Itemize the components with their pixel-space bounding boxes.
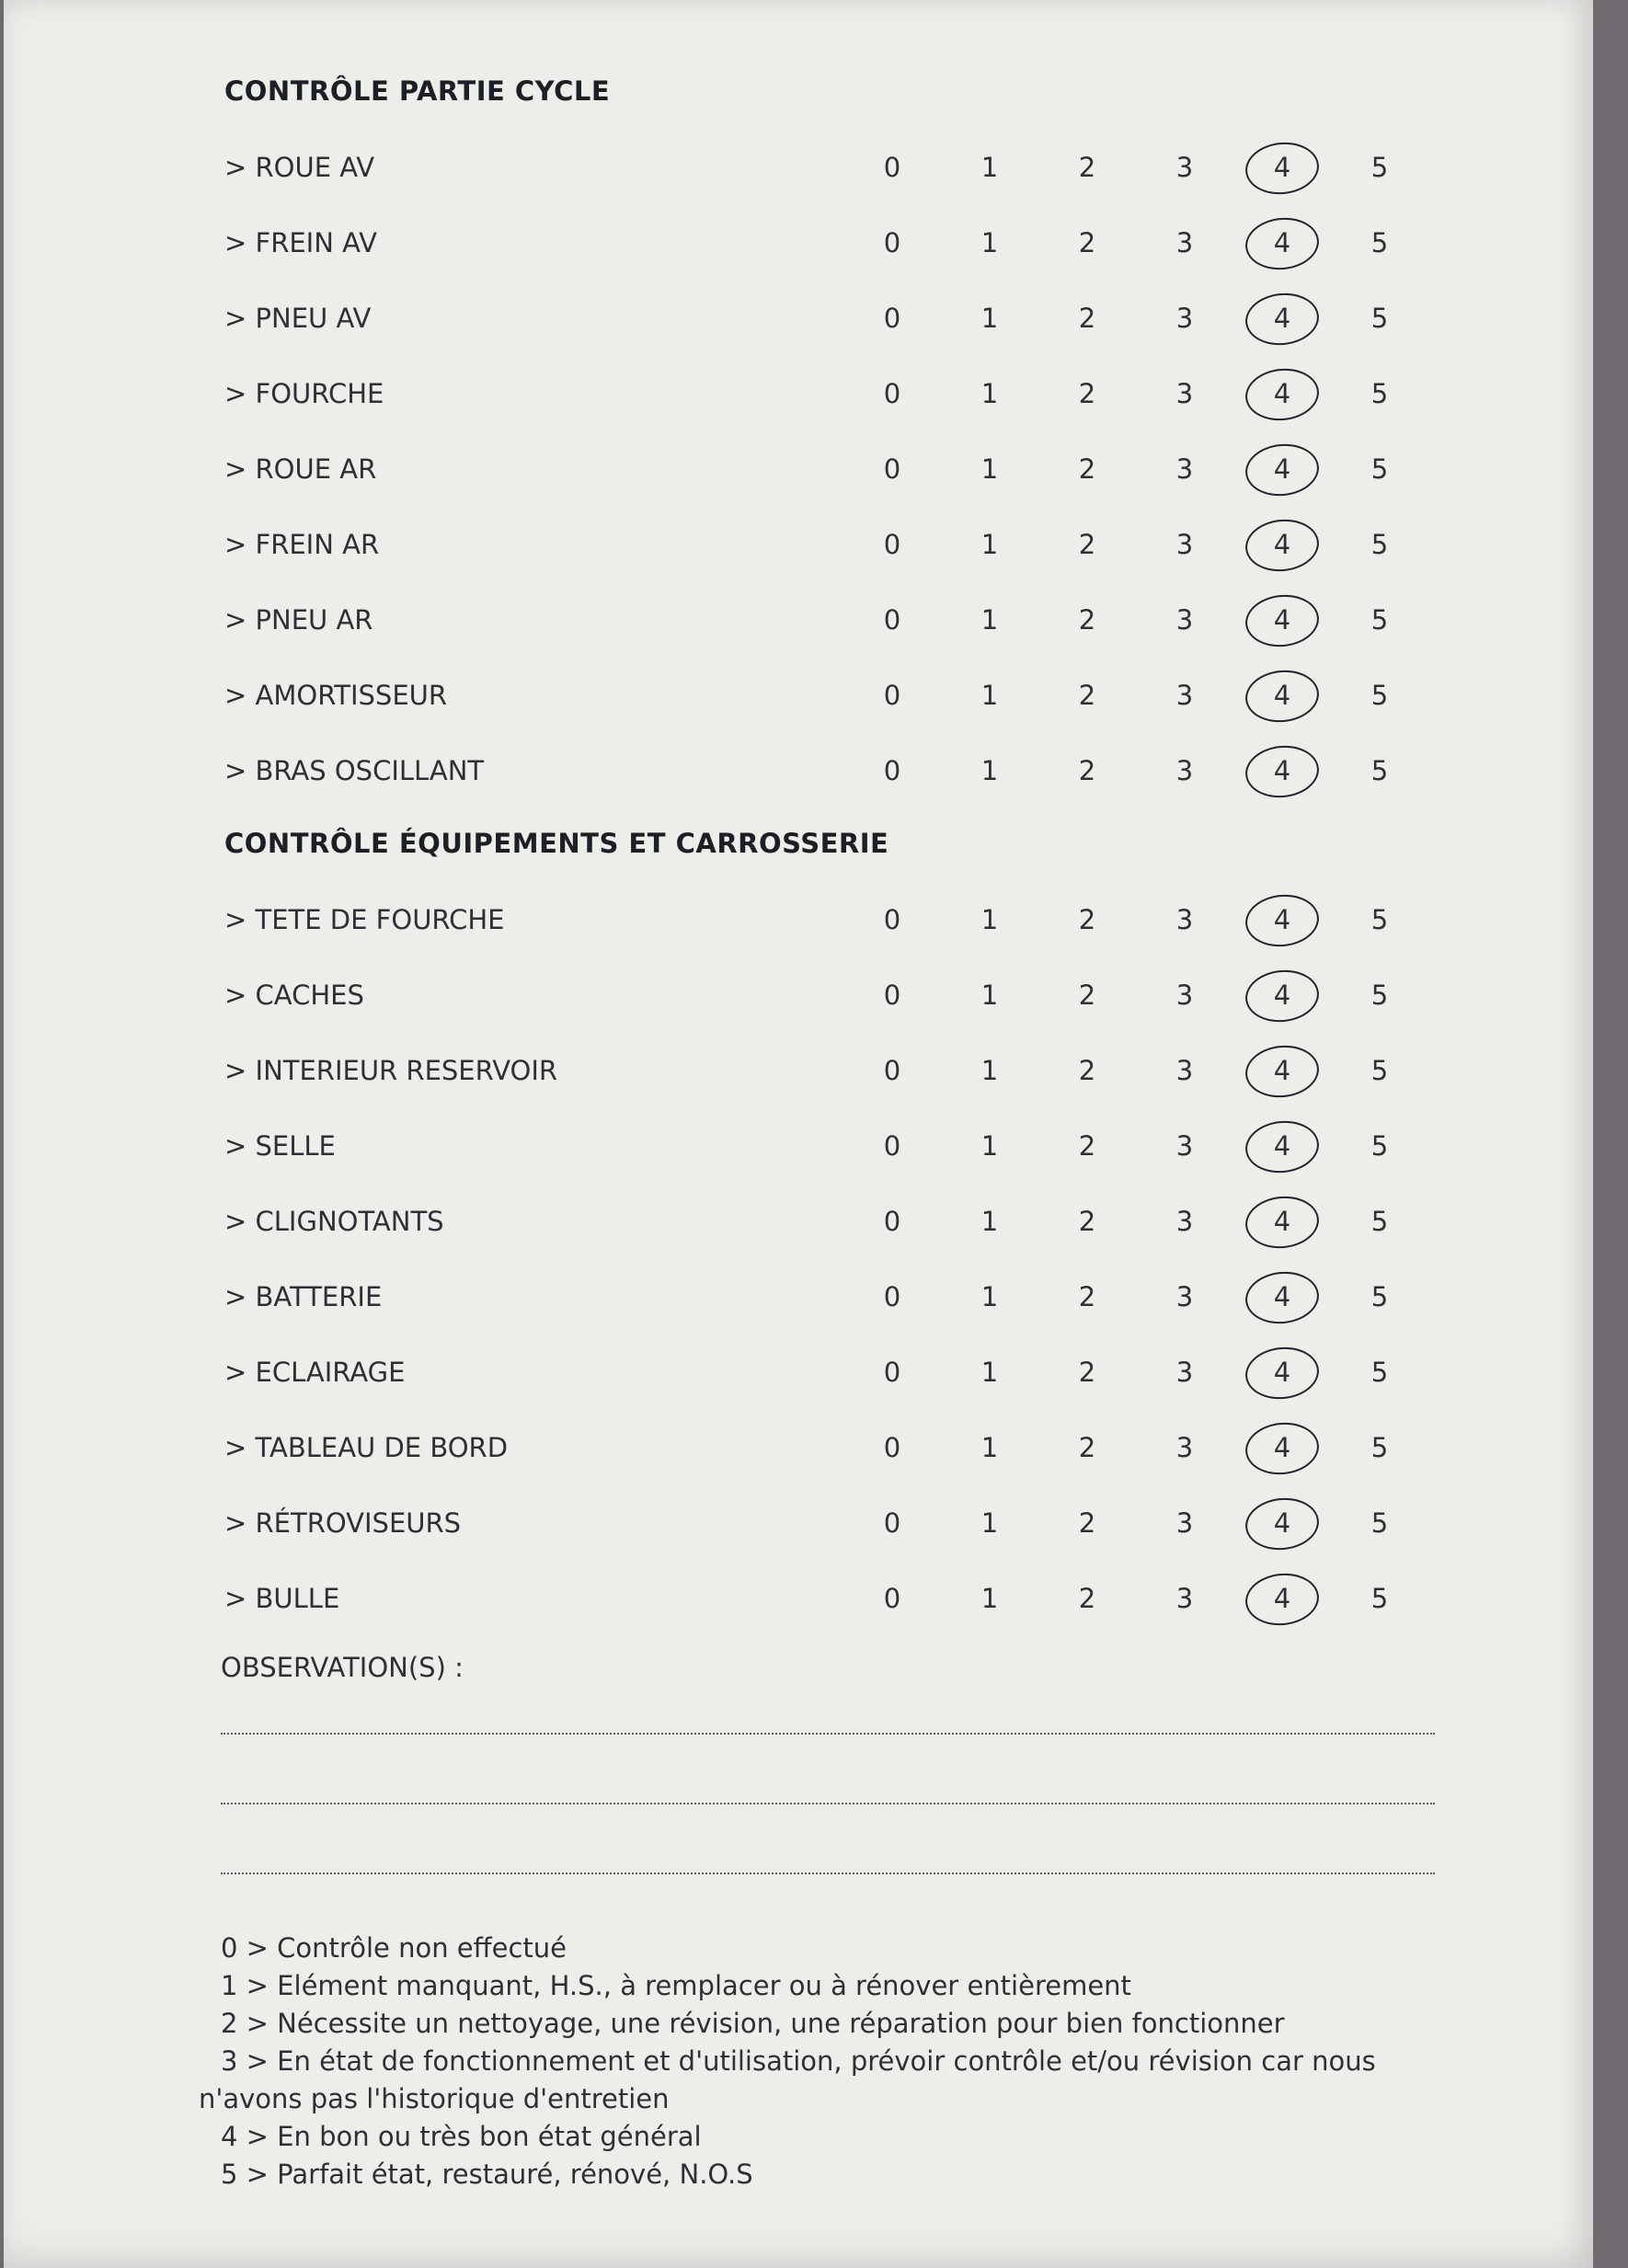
selected-score-circle <box>1243 1344 1321 1403</box>
checklist-item-label: > BULLE <box>224 1583 340 1614</box>
score-option-1[interactable]: 1 <box>980 303 999 334</box>
checklist-row <box>4 743 1593 798</box>
score-option-2[interactable]: 2 <box>1078 1432 1096 1463</box>
score-option-2[interactable]: 2 <box>1078 1357 1096 1388</box>
score-option-0[interactable]: 0 <box>883 227 901 258</box>
score-option-1[interactable]: 1 <box>980 378 999 409</box>
score-option-2[interactable]: 2 <box>1078 453 1096 485</box>
checklist-row <box>4 592 1593 647</box>
rating-legend <box>199 1930 1435 2194</box>
score-option-5[interactable]: 5 <box>1370 227 1389 258</box>
score-option-1[interactable]: 1 <box>980 1281 999 1312</box>
checklist-row <box>4 1571 1593 1626</box>
checklist-item-label: > RÉTROVISEURS <box>224 1507 462 1539</box>
score-option-1[interactable]: 1 <box>980 1432 999 1463</box>
score-option-5[interactable]: 5 <box>1370 529 1389 560</box>
inspection-sheet <box>4 0 1593 2268</box>
checklist-item-label: > AMORTISSEUR <box>224 680 448 711</box>
selected-score-circle <box>1243 891 1321 950</box>
score-option-4[interactable]: 4 <box>1273 1206 1291 1237</box>
checklist-row <box>4 1043 1593 1098</box>
score-option-0[interactable]: 0 <box>883 1130 901 1162</box>
score-option-2[interactable]: 2 <box>1078 1206 1096 1237</box>
checklist-item-label: > PNEU AV <box>224 303 372 334</box>
selected-score-circle <box>1243 967 1321 1025</box>
score-option-4[interactable]: 4 <box>1273 529 1291 560</box>
score-option-0[interactable]: 0 <box>883 680 901 711</box>
selected-score-circle <box>1243 1117 1321 1176</box>
selected-score-circle <box>1243 1419 1321 1478</box>
section-title-equipment: CONTRÔLE ÉQUIPEMENTS ET CARROSSERIE <box>224 828 889 859</box>
checklist-row <box>4 1269 1593 1324</box>
score-option-2[interactable]: 2 <box>1078 227 1096 258</box>
checklist-item-label: > ROUE AR <box>224 453 377 485</box>
score-option-0[interactable]: 0 <box>883 378 901 409</box>
checklist-row <box>4 366 1593 421</box>
score-option-2[interactable]: 2 <box>1078 680 1096 711</box>
checklist-row <box>4 441 1593 497</box>
score-option-3[interactable]: 3 <box>1175 303 1194 334</box>
score-option-5[interactable]: 5 <box>1370 680 1389 711</box>
checklist-row <box>4 215 1593 270</box>
score-option-2[interactable]: 2 <box>1078 303 1096 334</box>
selected-score-circle <box>1243 1042 1321 1101</box>
observation-line[interactable] <box>221 1803 1435 1804</box>
score-option-3[interactable]: 3 <box>1175 453 1194 485</box>
score-option-3[interactable]: 3 <box>1175 529 1194 560</box>
checklist-item-label: > BRAS OSCILLANT <box>224 755 485 786</box>
score-option-2[interactable]: 2 <box>1078 378 1096 409</box>
score-option-1[interactable]: 1 <box>980 1206 999 1237</box>
score-option-0[interactable]: 0 <box>883 1055 901 1086</box>
score-option-3[interactable]: 3 <box>1175 227 1194 258</box>
score-option-4[interactable]: 4 <box>1273 979 1291 1011</box>
checklist-item-label: > CACHES <box>224 979 364 1011</box>
score-option-5[interactable]: 5 <box>1370 755 1389 786</box>
selected-score-circle <box>1243 742 1321 801</box>
score-option-5[interactable]: 5 <box>1370 378 1389 409</box>
score-option-1[interactable]: 1 <box>980 1507 999 1539</box>
legend-line: 5 > Parfait état, restauré, rénové, N.O.S <box>221 2159 753 2190</box>
score-option-1[interactable]: 1 <box>980 227 999 258</box>
observation-line[interactable] <box>221 1873 1435 1874</box>
legend-line: n'avons pas l'historique d'entretien <box>199 2083 670 2114</box>
checklist-row <box>4 1118 1593 1174</box>
score-option-2[interactable]: 2 <box>1078 1055 1096 1086</box>
score-option-1[interactable]: 1 <box>980 1130 999 1162</box>
selected-score-circle <box>1243 441 1321 499</box>
score-option-2[interactable]: 2 <box>1078 1507 1096 1539</box>
score-option-3[interactable]: 3 <box>1175 904 1194 935</box>
score-option-0[interactable]: 0 <box>883 604 901 636</box>
score-option-4[interactable]: 4 <box>1273 303 1291 334</box>
checklist-row <box>4 892 1593 947</box>
checklist-item-label: > FREIN AV <box>224 227 377 258</box>
checklist-item-label: > FREIN AR <box>224 529 380 560</box>
score-option-0[interactable]: 0 <box>883 1507 901 1539</box>
score-option-5[interactable]: 5 <box>1370 1432 1389 1463</box>
score-option-4[interactable]: 4 <box>1273 1281 1291 1312</box>
checklist-item-label: > TABLEAU DE BORD <box>224 1432 509 1463</box>
score-option-5[interactable]: 5 <box>1370 979 1389 1011</box>
legend-line: 4 > En bon ou très bon état général <box>221 2121 702 2152</box>
score-option-5[interactable]: 5 <box>1370 604 1389 636</box>
score-option-5[interactable]: 5 <box>1370 1055 1389 1086</box>
checklist-row <box>4 517 1593 572</box>
score-option-3[interactable]: 3 <box>1175 979 1194 1011</box>
selected-score-circle <box>1243 1268 1321 1327</box>
score-option-3[interactable]: 3 <box>1175 1432 1194 1463</box>
score-option-4[interactable]: 4 <box>1273 152 1291 183</box>
checklist-row <box>4 291 1593 346</box>
score-option-0[interactable]: 0 <box>883 152 901 183</box>
score-option-0[interactable]: 0 <box>883 979 901 1011</box>
selected-score-circle <box>1243 1193 1321 1252</box>
score-option-3[interactable]: 3 <box>1175 680 1194 711</box>
legend-line: 3 > En état de fonctionnement et d'utilisation, prévoir contrôle et/ou révision car nous <box>221 2045 1376 2077</box>
score-option-5[interactable]: 5 <box>1370 453 1389 485</box>
selected-score-circle <box>1243 667 1321 726</box>
selected-score-circle <box>1243 1570 1321 1629</box>
score-option-5[interactable]: 5 <box>1370 904 1389 935</box>
score-option-1[interactable]: 1 <box>980 604 999 636</box>
checklist-row <box>4 1345 1593 1400</box>
score-option-2[interactable]: 2 <box>1078 529 1096 560</box>
score-option-3[interactable]: 3 <box>1175 604 1194 636</box>
checklist-row <box>4 1194 1593 1249</box>
selected-score-circle <box>1243 139 1321 198</box>
score-option-4[interactable]: 4 <box>1273 1357 1291 1388</box>
score-option-3[interactable]: 3 <box>1175 378 1194 409</box>
score-option-0[interactable]: 0 <box>883 755 901 786</box>
score-option-4[interactable]: 4 <box>1273 680 1291 711</box>
score-option-0[interactable]: 0 <box>883 303 901 334</box>
selected-score-circle <box>1243 365 1321 424</box>
score-option-5[interactable]: 5 <box>1370 1206 1389 1237</box>
score-option-0[interactable]: 0 <box>883 1357 901 1388</box>
checklist-item-label: > BATTERIE <box>224 1281 383 1312</box>
score-option-4[interactable]: 4 <box>1273 227 1291 258</box>
section-title-cycle: CONTRÔLE PARTIE CYCLE <box>224 75 611 107</box>
checklist-row <box>4 1495 1593 1551</box>
observation-line[interactable] <box>221 1733 1435 1735</box>
score-option-3[interactable]: 3 <box>1175 755 1194 786</box>
score-option-5[interactable]: 5 <box>1370 1507 1389 1539</box>
score-option-2[interactable]: 2 <box>1078 904 1096 935</box>
score-option-1[interactable]: 1 <box>980 904 999 935</box>
checklist-item-label: > INTERIEUR RESERVOIR <box>224 1055 558 1086</box>
score-option-2[interactable]: 2 <box>1078 604 1096 636</box>
score-option-0[interactable]: 0 <box>883 904 901 935</box>
score-option-1[interactable]: 1 <box>980 1583 999 1614</box>
checklist-item-label: > TETE DE FOURCHE <box>224 904 505 935</box>
score-option-2[interactable]: 2 <box>1078 152 1096 183</box>
selected-score-circle <box>1243 290 1321 349</box>
score-option-5[interactable]: 5 <box>1370 1583 1389 1614</box>
score-option-5[interactable]: 5 <box>1370 303 1389 334</box>
score-option-4[interactable]: 4 <box>1273 1583 1291 1614</box>
score-option-1[interactable]: 1 <box>980 529 999 560</box>
score-option-3[interactable]: 3 <box>1175 1206 1194 1237</box>
score-option-4[interactable]: 4 <box>1273 453 1291 485</box>
selected-score-circle <box>1243 1495 1321 1553</box>
score-option-0[interactable]: 0 <box>883 1432 901 1463</box>
score-option-3[interactable]: 3 <box>1175 1130 1194 1162</box>
score-option-4[interactable]: 4 <box>1273 1507 1291 1539</box>
selected-score-circle <box>1243 591 1321 650</box>
score-option-1[interactable]: 1 <box>980 979 999 1011</box>
score-option-3[interactable]: 3 <box>1175 1055 1194 1086</box>
legend-line: 0 > Contrôle non effectué <box>221 1932 567 1964</box>
score-option-4[interactable]: 4 <box>1273 1055 1291 1086</box>
score-option-3[interactable]: 3 <box>1175 1507 1194 1539</box>
score-option-1[interactable]: 1 <box>980 453 999 485</box>
score-option-3[interactable]: 3 <box>1175 152 1194 183</box>
score-option-4[interactable]: 4 <box>1273 378 1291 409</box>
checklist-row <box>4 1420 1593 1475</box>
score-option-0[interactable]: 0 <box>883 529 901 560</box>
score-option-2[interactable]: 2 <box>1078 1130 1096 1162</box>
checklist-item-label: > PNEU AR <box>224 604 373 636</box>
score-option-3[interactable]: 3 <box>1175 1583 1194 1614</box>
checklist-item-label: > ROUE AV <box>224 152 375 183</box>
score-option-2[interactable]: 2 <box>1078 979 1096 1011</box>
score-option-4[interactable]: 4 <box>1273 604 1291 636</box>
checklist-item-label: > FOURCHE <box>224 378 384 409</box>
score-option-0[interactable]: 0 <box>883 453 901 485</box>
legend-line: 2 > Nécessite un nettoyage, une révision, une réparation pour bien fonctionner <box>221 2008 1285 2039</box>
score-option-2[interactable]: 2 <box>1078 1583 1096 1614</box>
score-option-1[interactable]: 1 <box>980 755 999 786</box>
score-option-1[interactable]: 1 <box>980 680 999 711</box>
score-option-4[interactable]: 4 <box>1273 904 1291 935</box>
legend-line: 1 > Elément manquant, H.S., à remplacer ou à rénover entièrement <box>221 1970 1131 2001</box>
score-option-4[interactable]: 4 <box>1273 1130 1291 1162</box>
score-option-5[interactable]: 5 <box>1370 1357 1389 1388</box>
score-option-3[interactable]: 3 <box>1175 1357 1194 1388</box>
score-option-3[interactable]: 3 <box>1175 1281 1194 1312</box>
score-option-1[interactable]: 1 <box>980 1055 999 1086</box>
score-option-5[interactable]: 5 <box>1370 1130 1389 1162</box>
selected-score-circle <box>1243 214 1321 273</box>
checklist-row <box>4 668 1593 723</box>
checklist-item-label: > SELLE <box>224 1130 336 1162</box>
observations-label: OBSERVATION(S) : <box>221 1652 464 1683</box>
checklist-row <box>4 968 1593 1023</box>
checklist-item-label: > ECLAIRAGE <box>224 1357 406 1388</box>
checklist-item-label: > CLIGNOTANTS <box>224 1206 444 1237</box>
score-option-5[interactable]: 5 <box>1370 152 1389 183</box>
score-option-0[interactable]: 0 <box>883 1583 901 1614</box>
score-option-0[interactable]: 0 <box>883 1206 901 1237</box>
score-option-0[interactable]: 0 <box>883 1281 901 1312</box>
score-option-4[interactable]: 4 <box>1273 1432 1291 1463</box>
score-option-2[interactable]: 2 <box>1078 755 1096 786</box>
score-option-1[interactable]: 1 <box>980 152 999 183</box>
score-option-2[interactable]: 2 <box>1078 1281 1096 1312</box>
score-option-4[interactable]: 4 <box>1273 755 1291 786</box>
score-option-5[interactable]: 5 <box>1370 1281 1389 1312</box>
selected-score-circle <box>1243 516 1321 575</box>
checklist-row <box>4 140 1593 195</box>
score-option-1[interactable]: 1 <box>980 1357 999 1388</box>
